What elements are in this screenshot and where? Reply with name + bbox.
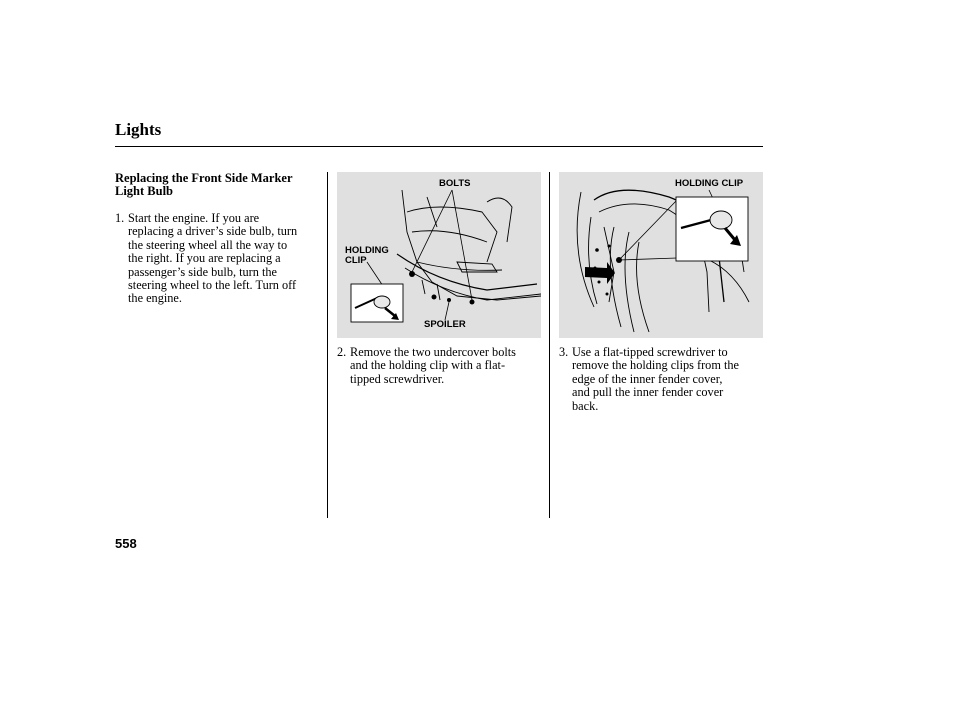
label-holding-clip: HOLDING CLIP [345, 245, 389, 266]
step-text: Use a flat-tipped screwdriver to remove the holding clips from the edge of the inner fender cover, and pull the inner fender cover back. [572, 345, 739, 413]
figure-undercover-bolts [337, 172, 541, 338]
column-divider [549, 172, 550, 518]
step-number: 1. [115, 211, 125, 225]
step-3 [559, 346, 765, 413]
label-spoiler: SPOILER [424, 319, 466, 330]
column-divider [327, 172, 328, 518]
figure-inner-fender [559, 172, 763, 338]
section-heading: Replacing the Front Side Marker Light Bulb [115, 171, 293, 198]
step-number: 3. [559, 345, 569, 359]
step-2 [337, 346, 543, 386]
page-title: Lights [115, 120, 162, 139]
title-divider [115, 146, 763, 147]
step-1 [115, 212, 325, 306]
page-number: 558 [115, 536, 137, 551]
step-number: 2. [337, 345, 347, 359]
label-holding-clip: HOLDING CLIP [675, 178, 744, 189]
step-text: Remove the two undercover bolts and the holding clip with a flat- tipped screwdriver. [350, 345, 516, 386]
fender-illustration [559, 172, 763, 338]
label-bolts: BOLTS [439, 178, 471, 189]
step-text: Start the engine. If you are replacing a driver’s side bulb, turn the steering wheel all the way to the right. If you are replacing a passenger’s side bulb, turn the steering wheel to the left. Turn off the engine. [128, 211, 298, 306]
